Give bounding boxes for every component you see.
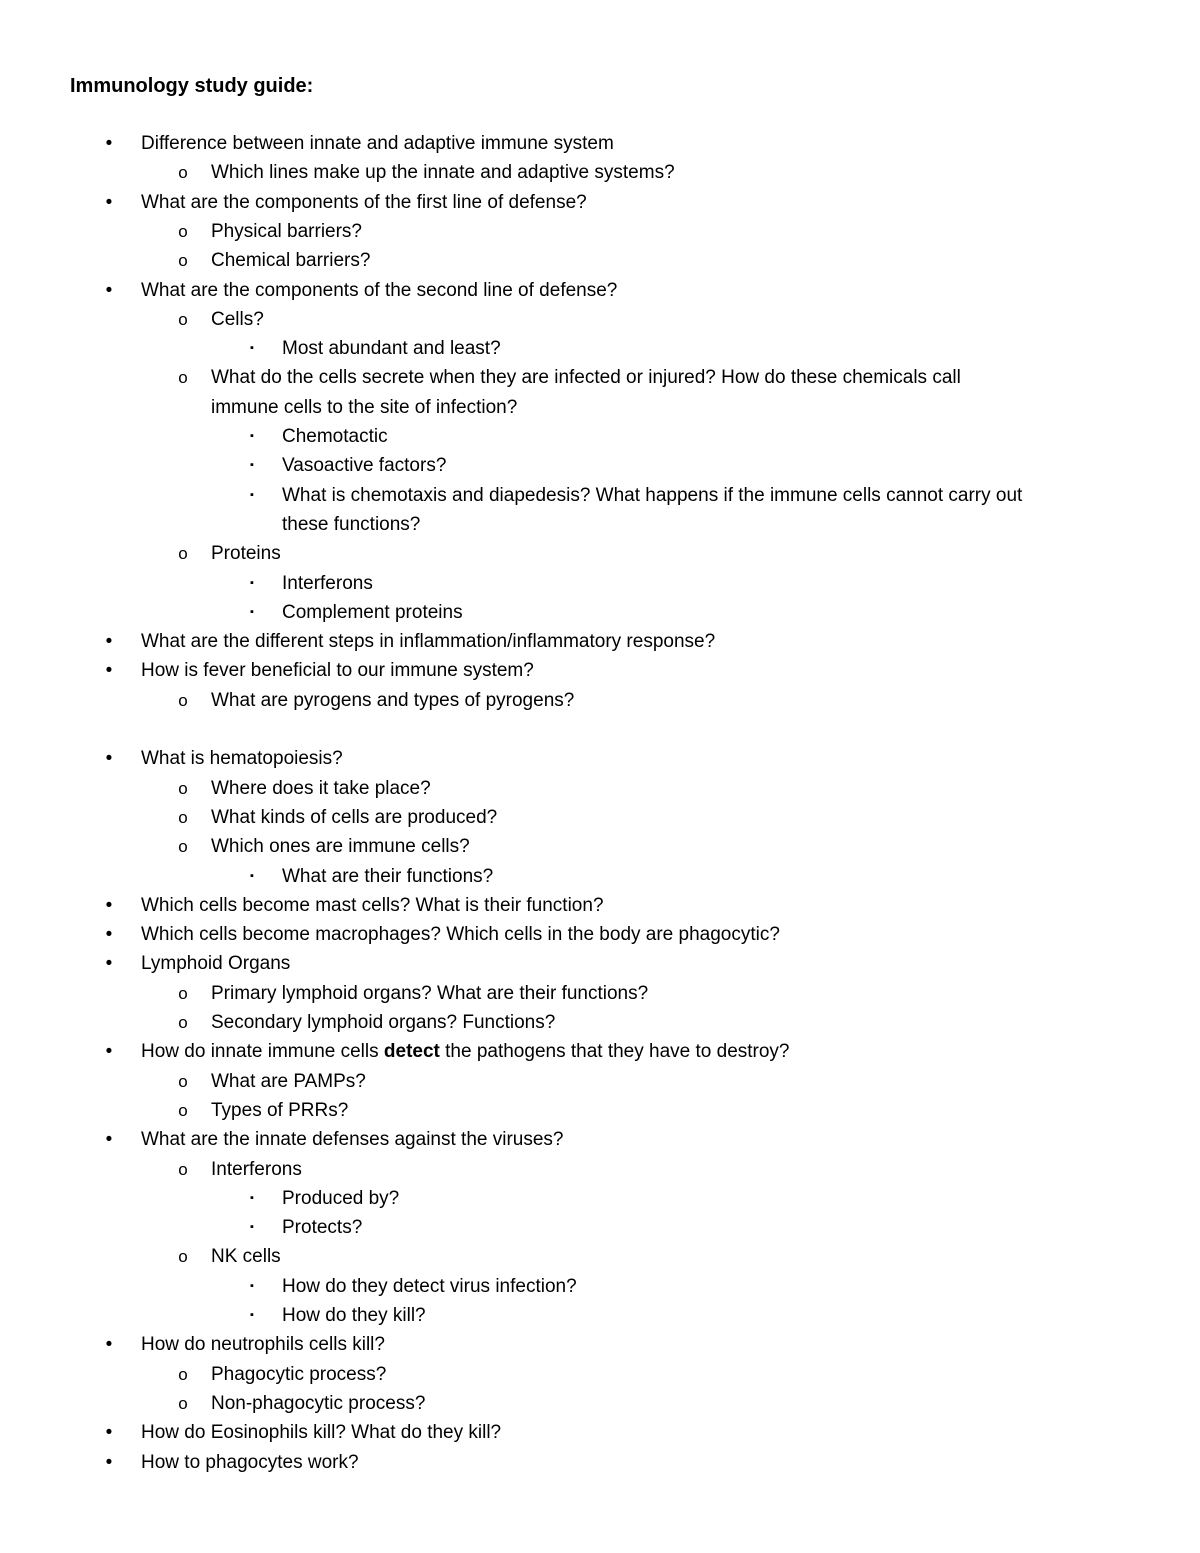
list-item: What are pyrogens and types of pyrogens? bbox=[211, 689, 575, 711]
square-bullet-icon: ▪ bbox=[250, 342, 254, 355]
list-item: What are their functions? bbox=[282, 865, 494, 887]
square-bullet-icon: ▪ bbox=[250, 605, 254, 618]
bullet-icon: • bbox=[105, 279, 113, 301]
list-item: How is fever beneficial to our immune system? bbox=[141, 660, 534, 682]
list-item bbox=[141, 1037, 790, 1066]
list-item: Secondary lymphoid organs? Functions? bbox=[211, 1012, 556, 1033]
circle-bullet-icon: o bbox=[178, 163, 188, 183]
list-item: Lymphoid Organs bbox=[141, 953, 291, 975]
circle-bullet-icon: o bbox=[178, 1100, 188, 1120]
square-bullet-icon: ▪ bbox=[250, 869, 254, 882]
list-item: NK cells bbox=[211, 1246, 281, 1268]
list-item: Most abundant and least? bbox=[282, 338, 501, 360]
circle-bullet-icon: o bbox=[178, 1247, 188, 1267]
circle-bullet-icon: o bbox=[178, 1071, 188, 1091]
bullet-icon: • bbox=[105, 1451, 113, 1473]
bullet-icon: • bbox=[105, 924, 113, 946]
list-item: Interferons bbox=[211, 1158, 302, 1180]
list-item: Primary lymphoid organs? What are their functions? bbox=[211, 982, 649, 1004]
bullet-icon: • bbox=[105, 1041, 113, 1063]
square-bullet-icon: ▪ bbox=[250, 1309, 254, 1321]
circle-bullet-icon: o bbox=[178, 1013, 188, 1032]
emphasis-text: detect bbox=[383, 1041, 440, 1063]
list-item: Produced by? bbox=[282, 1187, 400, 1209]
list-item: Which lines make up the innate and adaptive systems? bbox=[211, 162, 675, 184]
list-item: What are PAMPs? bbox=[211, 1070, 366, 1092]
list-item: immune cells to the site of infection? bbox=[211, 396, 518, 418]
circle-bullet-icon: o bbox=[178, 807, 188, 827]
circle-bullet-icon: o bbox=[178, 1364, 188, 1384]
circle-bullet-icon: o bbox=[178, 1159, 188, 1179]
list-item: Which cells become macrophages? Which cells in the body are phagocytic? bbox=[141, 924, 780, 946]
list-item: Where does it take place? bbox=[211, 777, 431, 799]
list-item: Proteins bbox=[211, 543, 281, 565]
list-item: Protects? bbox=[282, 1217, 363, 1239]
list-item: How do Eosinophils kill? What do they kill? bbox=[141, 1422, 502, 1444]
bullet-icon: • bbox=[105, 1129, 113, 1151]
list-item: Chemical barriers? bbox=[211, 250, 371, 272]
list-item: What is hematopoiesis? bbox=[141, 748, 343, 770]
list-item: What are the innate defenses against the viruses? bbox=[141, 1129, 564, 1151]
bullet-icon: • bbox=[105, 953, 113, 975]
list-item: these functions? bbox=[282, 513, 421, 535]
bullet-icon: • bbox=[105, 191, 113, 213]
list-item: Vasoactive factors? bbox=[282, 455, 447, 477]
list-item: How do they detect virus infection? bbox=[282, 1275, 577, 1297]
square-bullet-icon: ▪ bbox=[250, 430, 254, 442]
list-item: How to phagocytes work? bbox=[141, 1451, 359, 1473]
page-title: Immunology study guide: bbox=[70, 75, 314, 97]
square-bullet-icon: ▪ bbox=[250, 488, 254, 501]
circle-bullet-icon: o bbox=[178, 221, 188, 241]
square-bullet-icon: ▪ bbox=[250, 1191, 254, 1204]
circle-bullet-icon: o bbox=[178, 309, 188, 329]
circle-bullet-icon: o bbox=[178, 544, 188, 564]
bullet-icon: • bbox=[105, 631, 113, 653]
bullet-icon: • bbox=[105, 660, 113, 682]
bullet-icon: • bbox=[105, 1334, 113, 1356]
list-item: Phagocytic process? bbox=[211, 1363, 387, 1385]
list-item: Physical barriers? bbox=[211, 220, 362, 242]
list-item: Interferons bbox=[282, 572, 373, 594]
circle-bullet-icon: o bbox=[178, 690, 188, 710]
list-item: What kinds of cells are produced? bbox=[211, 806, 498, 828]
circle-bullet-icon: o bbox=[178, 1393, 188, 1413]
list-item: What are the components of the first line of defense? bbox=[141, 191, 587, 213]
circle-bullet-icon: o bbox=[178, 778, 188, 798]
list-item-text: How do innate immune cells bbox=[141, 1041, 384, 1063]
list-item: Cells? bbox=[211, 308, 264, 330]
list-item-text: the pathogens that they have to destroy? bbox=[439, 1041, 790, 1063]
circle-bullet-icon: o bbox=[178, 251, 188, 271]
circle-bullet-icon: o bbox=[178, 368, 188, 388]
list-item: Difference between innate and adaptive immune system bbox=[141, 133, 614, 154]
list-item: Complement proteins bbox=[282, 601, 463, 623]
list-item: Non-phagocytic process? bbox=[211, 1392, 426, 1414]
bullet-icon: • bbox=[105, 894, 113, 916]
circle-bullet-icon: o bbox=[178, 837, 188, 857]
bullet-icon: • bbox=[105, 1422, 113, 1444]
list-item: What do the cells secrete when they are infected or injured? How do these chemicals call bbox=[211, 367, 961, 389]
list-item: How do they kill? bbox=[282, 1305, 426, 1326]
bullet-icon: • bbox=[105, 133, 113, 154]
list-item: Which cells become mast cells? What is their function? bbox=[141, 894, 604, 916]
square-bullet-icon: ▪ bbox=[250, 576, 254, 589]
square-bullet-icon: ▪ bbox=[250, 1279, 254, 1292]
list-item: Types of PRRs? bbox=[211, 1099, 349, 1121]
list-item: How do neutrophils cells kill? bbox=[141, 1334, 385, 1356]
list-item: What are the components of the second line of defense? bbox=[141, 279, 618, 301]
square-bullet-icon: ▪ bbox=[250, 1221, 254, 1234]
list-item: Chemotactic bbox=[282, 426, 388, 447]
circle-bullet-icon: o bbox=[178, 983, 188, 1003]
bullet-icon: • bbox=[105, 748, 113, 770]
square-bullet-icon: ▪ bbox=[250, 459, 254, 472]
list-item: Which ones are immune cells? bbox=[211, 836, 470, 858]
list-item: What is chemotaxis and diapedesis? What happens if the immune cells cannot carry out bbox=[282, 484, 1023, 506]
list-item: What are the different steps in inflammation/inflammatory response? bbox=[141, 631, 716, 653]
